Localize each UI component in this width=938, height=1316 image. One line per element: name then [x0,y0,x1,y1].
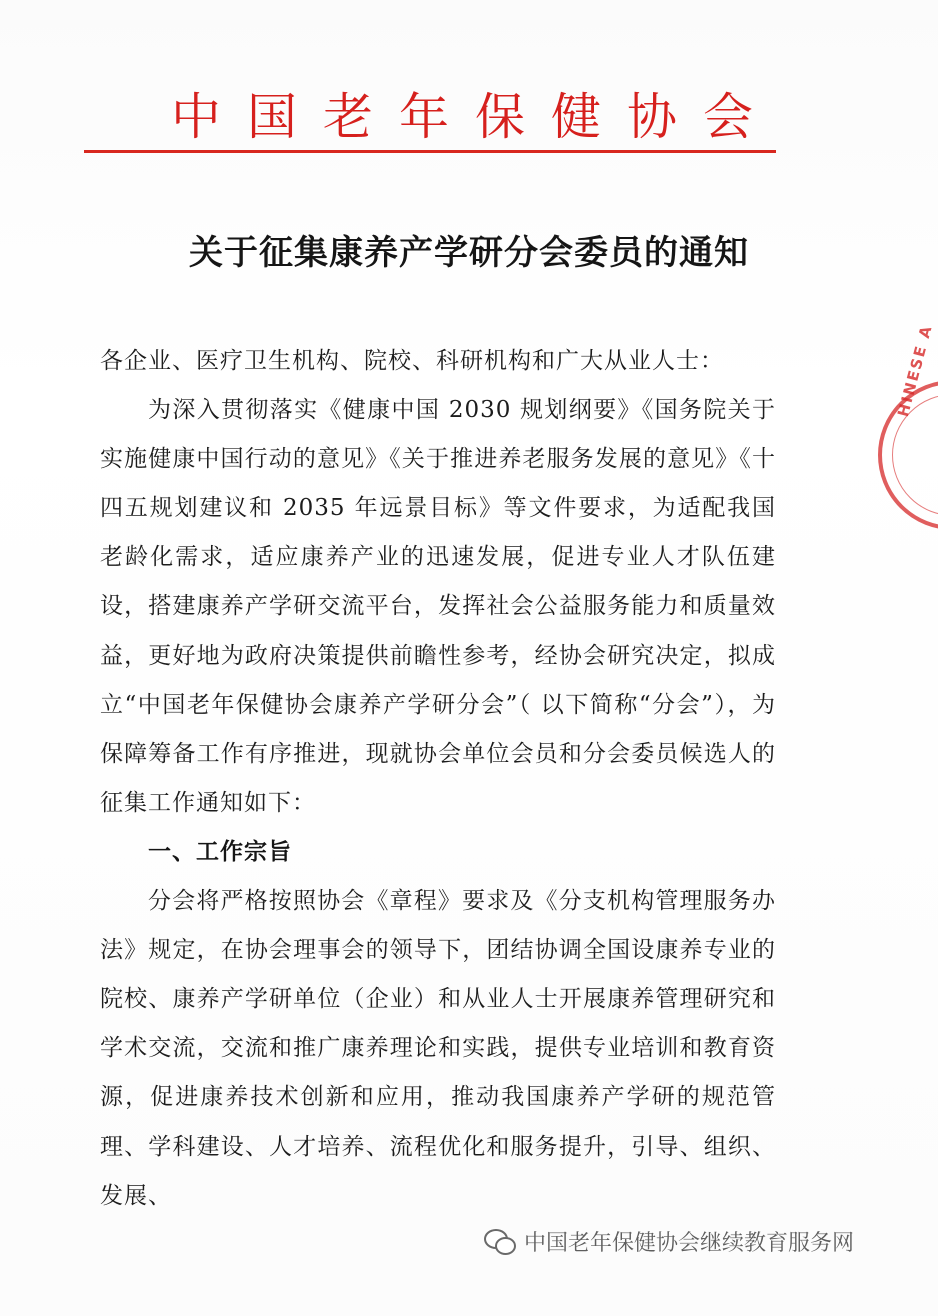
letterhead-title: 中国老年保健协会 [171,88,779,146]
letterhead-rule [84,150,776,153]
paragraph-purpose: 分会将严格按照协会《章程》要求及《分支机构管理服务办法》规定，在协会理事会的领导下，团结协调全国设康养专业的院校、康养产学研单位（企业）和从业人士开展康养管理研究和学术交流，交流和推广康养理论和实践，提供专业培训和教育资源，促进康养技术创新和应用，推动我国康养产学研的规范管理、学科建设、人才培养、流程优化和服务提升，引导、组织、发展、 [100,888,776,1209]
wechat-icon [484,1227,516,1255]
notice-body [100,337,776,1221]
official-seal [878,322,938,530]
seal-text: HINESE A [894,322,936,419]
notice-title: 关于征集康养产学研分会委员的通知 [189,233,749,273]
paragraph-intro: 为深入贯彻落实《健康中国 2030 规划纲要》《国务院关于实施健康中国行动的意见》《关于推进养老服务发展的意见》《十四五规划建议和 2035 年远景目标》等文件要求，为适配我国老龄化需求，适应康养产业的迅速发展，促进专业人才队伍建设，搭建康养产学研交流平台，发挥社会公益服务能力和质量效益，更好地为政府决策提供前瞻性参考，经协会研究决定，拟成立“中国老年保健协会康养产学研分会”（ 以下简称“分会”），为保障筹备工作有序推进，现就协会单位会员和分会委员候选人的征集工作通知如下： [100,397,776,816]
watermark-text: 中国老年保健协会继续教育服务网 [524,1230,855,1256]
section-heading-purpose: 一、工作宗旨 [148,838,292,865]
salutation: 各企业、医疗卫生机构、院校、科研机构和广大从业人士： [100,348,724,374]
watermark [484,1224,854,1258]
